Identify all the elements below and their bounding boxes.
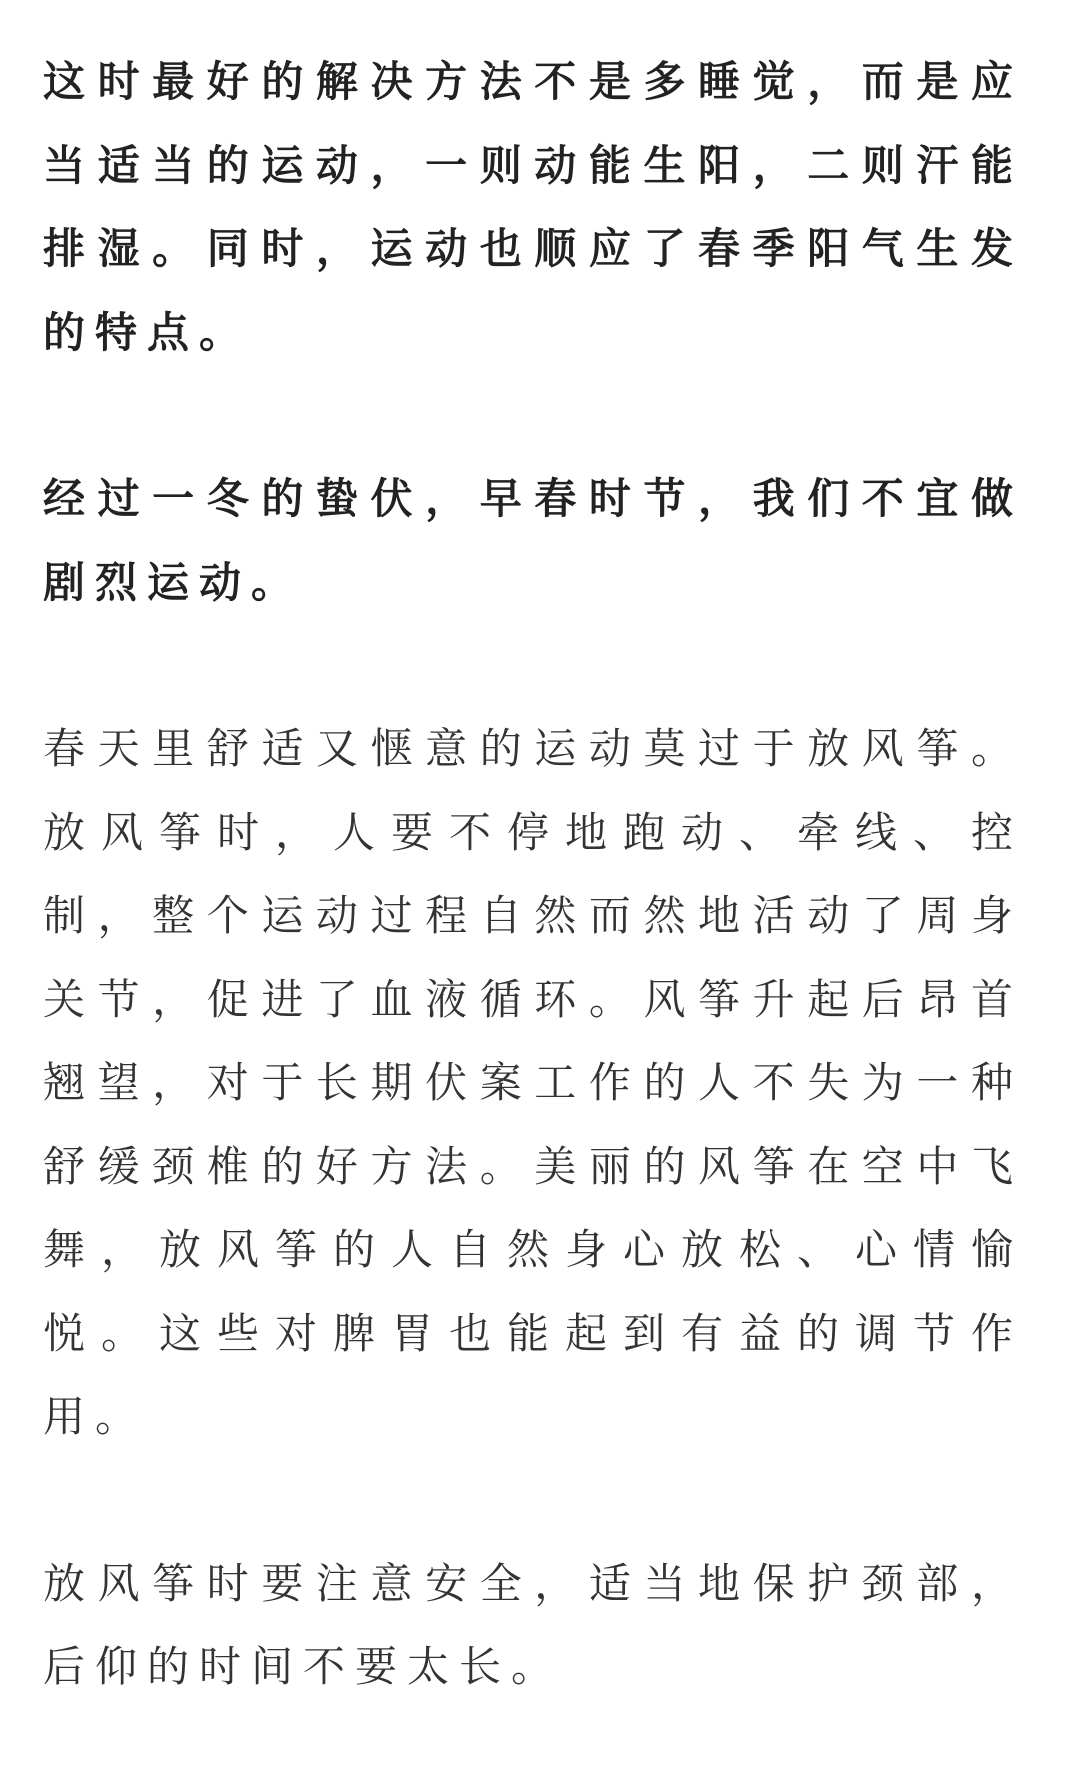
- paragraph-early-spring: 经过一冬的蛰伏，早春时节，我们不宜做剧烈运动。: [43, 474, 1023, 607]
- paragraph-kite-flying: 春天里舒适又惬意的运动莫过于放风筝。放风筝时，人要不停地跑动、牵线、控制，整个运动过程自然而然地活动了周身关节，促进了血液循环。风筝升起后昂首翘望，对于长期伏案工作的人不失为一种舒缓颈椎的好方法。美丽的风筝在空中飞舞，放风筝的人自然身心放松、心情愉悦。这些对脾胃也能起到有益的调节作用。: [43, 724, 1023, 1441]
- article-body: [43, 40, 1023, 1709]
- paragraph-safety: 放风筝时要注意安全，适当地保护颈部，后仰的时间不要太长。: [43, 1558, 1023, 1691]
- paragraph-exercise-advice: 这时最好的解决方法不是多睡觉，而是应当适当的运动，一则动能生阳，二则汗能排湿。同时，运动也顺应了春季阳气生发的特点。: [43, 57, 1023, 357]
